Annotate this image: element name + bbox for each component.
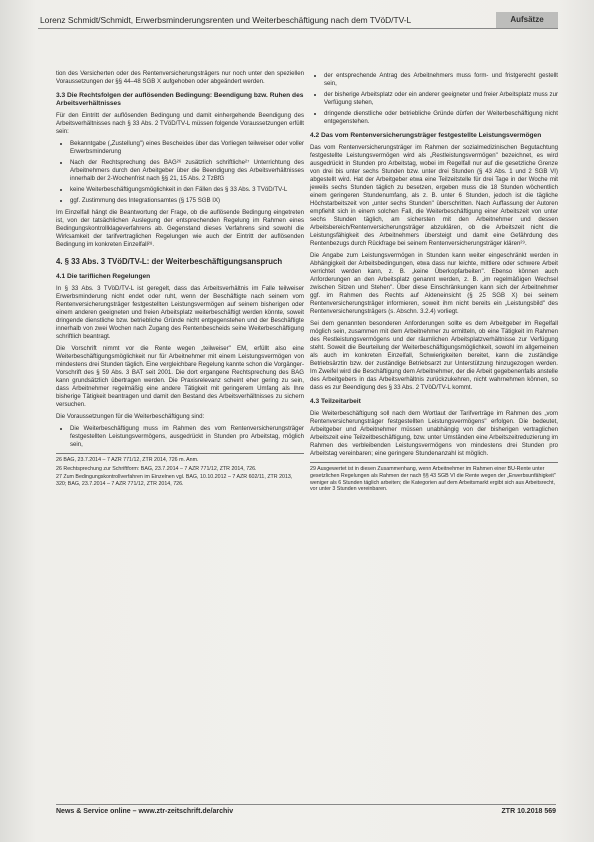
section-heading: 4.3 Teilzeitarbeit bbox=[310, 398, 361, 406]
footnote: 27 Zum Bedingungskontrollverfahren im Einzelnen vgl. BAG, 10.10.2012 – 7 AZR 602/11, ZTR 2013, 320; BAG, 23.7.2014 – 7 AZR 771/12, ZTR 2014, 726. bbox=[56, 474, 293, 487]
paragraph: tion des Versicherten oder des Rentenversicherungsträgers nur noch unter den speziellen Voraussetzungen der §§ 44–48 SGB X aufgehoben oder abgeändert werden. bbox=[56, 70, 304, 85]
bullet-list bbox=[56, 425, 304, 449]
list-item: • dringende dienstliche oder betriebliche Gründe dürfen der Weiterbeschäftigung nicht entgegenstehen. bbox=[324, 110, 558, 126]
chapter-heading: 4. § 33 Abs. 3 TVöD/TV-L: der Weiterbeschäftigungsanspruch bbox=[56, 257, 283, 267]
footer-archive-link: News & Service online – www.ztr-zeitschrift.de/archiv bbox=[56, 808, 234, 815]
section-badge: Aufsätze bbox=[496, 12, 558, 28]
list-item: • Bekanntgabe („Zustellung") eines Bescheides über das Vorliegen teilweiser oder voller Erwerbsminderung bbox=[70, 140, 304, 156]
right-column bbox=[310, 70, 558, 495]
paragraph: Sei dem genannten besonderen Anforderungen sollte es dem Arbeitgeber im Regelfall möglich sein, zusammen mit dem Arbeitnehmer zu ermitteln, ob eine Tätigkeit im Rahmen des Restleistungsvermögens und der räumlichen Arbeitsplatzverhältnisse zur Verfügung steht. Soweit die Beurteilung der Weiterbeschäftigungsmöglichkeit, sowohl im allgemeinen als auch im konkreten Einzelfall, Schwierigkeiten bereitet, kann die zuständige Betriebsärztin bzw. der zuständige Betriebsarzt zur Unterstützung hinzugezogen werden. Im Zweifel wird die Beschäftigung dem Arbeitnehmer, der die Arbeit gegebenenfalls anstelle des Arbeitgebers in das Arbeitsverhältnis zurückzukehren, nicht wahrnehmen können, so dass es zur Beendigung des § 33 Abs. 2 TVöD/TV-L kommt. bbox=[310, 320, 558, 392]
paragraph: Für den Eintritt der auflösenden Bedingung und damit einhergehende Beendigung des Arbeitsverhältnisses nach § 33 Abs. 2 TVöD/TV-L müssen folgende Voraussetzungen erfüllt sein: bbox=[56, 112, 304, 136]
list-item: • Die Weiterbeschäftigung muss im Rahmen des vom Rentenversicherungsträger festgestellten Leistungsvermögens, ausgedrückt in Stunden pro Arbeitstag, möglich sein, bbox=[70, 425, 304, 449]
section-heading: 3.3 Die Rechtsfolgen der auflösenden Bedingung: Beendigung bzw. Ruhen des Arbeitsverhältnisses bbox=[56, 92, 304, 108]
footnotes bbox=[56, 453, 304, 487]
footnote: 26 BAG, 23.7.2014 – 7 AZR 771/12, ZTR 2014, 726 m. Anm. bbox=[56, 457, 199, 464]
running-title: Lorenz Schmidt/Schmidt, Erwerbsminderungsrenten und Weiterbeschäftigung nach dem TVöD/TV-L bbox=[40, 15, 412, 25]
list-item: • ggf. Zustimmung des Integrationsamtes (§ 175 SGB IX) bbox=[70, 197, 304, 205]
list-item: • der bisherige Arbeitsplatz oder ein anderer geeigneter und freier Arbeitsplatz muss zur Verfügung stehen, bbox=[324, 91, 558, 107]
paragraph: In § 33 Abs. 3 TVöD/TV-L ist geregelt, dass das Arbeitsverhältnis im Falle teilweiser Erwerbsminderung nicht endet oder ruht, wenn der Beschäftigte nach seinem vom Rentenversicherungsträger festgestellten Leistungsvermögen auf seinem bisherigen oder einem anderen geeigneten und freien Arbeitsplatz weiterbeschäftigt werden könnte, soweit dringende dienstliche bzw. betriebliche Gründe nicht entgegenstehen und der Beschäftigte innerhalb von zwei Wochen nach Zugang des Rentenbescheids seine Weiterbeschäftigung schriftlich beantragt. bbox=[56, 285, 304, 341]
list-item: • Nach der Rechtsprechung des BAG²⁶ zusätzlich schriftliche²⁷ Unterrichtung des Arbeitnehmers durch den Arbeitgeber über die Beendigung des Arbeitsverhältnisses innerhalb der 2-Wochenfrist nach §§ 21, 15 Abs. 2 TzBfG bbox=[70, 159, 304, 183]
paragraph: Die Vorschrift nimmt vor die Rente wegen „teilweiser" EM, erfüllt also eine Weiterbeschäftigungsmöglichkeit nur für Arbeitnehmer mit einem Leistungsvermögen von mindestens drei Stunden täglich. Eine vergleichbare Regelung kannte schon die Vorgänger-Vorschrift des § 59 Abs. 3 BAT seit 2001. Die dort ergangene Rechtsprechung des BAG kann grundsätzlich übertragen werden. Die Praxisrelevanz scheint eher gering zu sein, dass Arbeitnehmer regelmäßig eine andere Tätigkeit mit geringerem Umfang als Ihre bisherige Tätigkeit beantragen und damit den Bestand des Arbeitsverhältnisses zu sichern versuchen. bbox=[56, 345, 304, 409]
footnote: 26 Rechtsprechung zur Schriftform: BAG, 23.7.2014 – 7 AZR 771/12, ZTR 2014, 726. bbox=[56, 465, 257, 472]
footnote: 29 Ausgewertet ist in diesen Zusammenhang, wenn Arbeitnehmer im Rahmen einer BU-Rente unter gesetzlichen Regelungen als Rahmen der nach §§ 43 SGB VI die Rente wegen der „Erwerbsunfähigkeit" weniger als 6 Stunden täglich arbeiten; die Kategorien auf dem Arbeitsmarkt ergibt sich aus Arbeitsrecht, vor unter 3 Stunden vereinbaren. bbox=[310, 466, 556, 493]
bullet-list bbox=[310, 72, 558, 126]
paragraph: Die Weiterbeschäftigung soll nach dem Wortlaut der Tarifverträge im Rahmen des „vom Rentenversicherungsträger festgestellten Leistungsvermögens" erfolgen. Die bedeutet, Arbeitgeber und Arbeitnehmer müssen unabhängig von der bisherigen vertraglichen Arbeitszeit eine Teilzeitbeschäftigung, bzw. unter Umständen eine Arbeitszeitreduzierung im Rahmen des verbleibenden Leistungsvermögens von mindestens drei Stunden pro Arbeitstag vereinbaren; eine geringere Stundenanzahl ist möglich. bbox=[310, 410, 558, 458]
list-item: • der entsprechende Antrag des Arbeitnehmers muss form- und fristgerecht gestellt sein, bbox=[324, 72, 558, 88]
running-header bbox=[38, 12, 558, 29]
paragraph: Im Einzelfall hängt die Beantwortung der Frage, ob die auflösende Bedingung eingetreten ist, von der tatsächlichen Auslegung der entsprechenden Regelung im Rahmen eines Bedingungskontrollklageverfahrens ab. Gegenstand dieses Verfahrens sind sowohl die Wirksamkeit der tarifvertraglichen Regelungen wie auch der Eintritt der auflösenden Bedingung im konkreten Einzelfall²⁸. bbox=[56, 209, 304, 249]
footer-issue-page: ZTR 10.2018 569 bbox=[501, 808, 556, 815]
page-footer bbox=[56, 804, 556, 819]
paragraph: Das vom Rentenversicherungsträger im Rahmen der sozialmedizinischen Begutachtung festgestellte Leistungsvermögen wird als „Restleistungsvermögen" bezeichnet, es wird ausgedrückt in Stunden pro Arbeitstag, wobei im Regelfall nur auf die gesetzliche Grenze von drei bis unter sechs Stunden bzw. unter drei Stunden (§ 43 Abs. 1 und 2 SGB VI) abgestellt wird. Hat der Arbeitgeber etwa eine Teilzeitstelle für drei Tage in der Woche mit jeweils sechs Stunden täglich zu besetzen, ergeben muss die 18 Stunden wöchentlich einem geringeren Stundenumfang, als z. B. unter 6 Stunden, jedoch ist die tägliche Höchstarbeitszeit von „unter sechs Stunden" überschritten. Nach Auffassung der Autoren empfiehlt sich in einem solchen Fall, die Weiterbeschäftigung einer Arbeitszeit von unter sechs Stunden täglich, am sichersten mit den Arbeitnehmer und dessen Arbeitsbereich/Rentenversicherungsträger abzuklären, ob die Arbeitszeit nicht die Leistungsfähigkeit des Arbeitnehmers übersteigt und damit eine Gefährdung des Rentenbezugs durch Rückfrage bei seinem Rentenversicherungsträger klären²⁹. bbox=[310, 144, 558, 248]
paragraph: Die Angabe zum Leistungsvermögen in Stunden kann weiter eingeschränkt werden in Abhängigkeit der Arbeitsbedingungen, etwa dass nur leichte, mittlere oder schwere Arbeit verrichtet werden kann, z. B. „keine Überkopfarbeiten". Ebenso können auch Anforderungen an den Arbeitsplatz genannt werden, z. B. „im regelmäßigen Wechsel zwischen Sitzen und Stehen". Über diese Einschränkungen kann sich der Arbeitnehmer ggf. im Rahmen des Rechts auf Akteneinsicht (§ 25 SGB X) bei seinem Rentenversicherungsträger informieren, soweit ihm nicht bereits ein „Leistungsbild" des Rentenversicherungsträgers (s. Abschn. 3.2.4) vorliegt. bbox=[310, 252, 558, 316]
left-column bbox=[56, 70, 304, 489]
section-heading: 4.2 Das vom Rentenversicherungsträger festgestellte Leistungsvermögen bbox=[310, 132, 542, 139]
bullet-list bbox=[56, 140, 304, 205]
list-item: • keine Weiterbeschäftigungsmöglichkeit in den Fällen des § 33 Abs. 3 TVöD/TV-L bbox=[70, 186, 304, 194]
section-heading: 4.1 Die tariflichen Regelungen bbox=[56, 272, 151, 280]
footnotes bbox=[310, 462, 558, 492]
paragraph: Die Voraussetzungen für die Weiterbeschäftigung sind: bbox=[56, 413, 205, 421]
